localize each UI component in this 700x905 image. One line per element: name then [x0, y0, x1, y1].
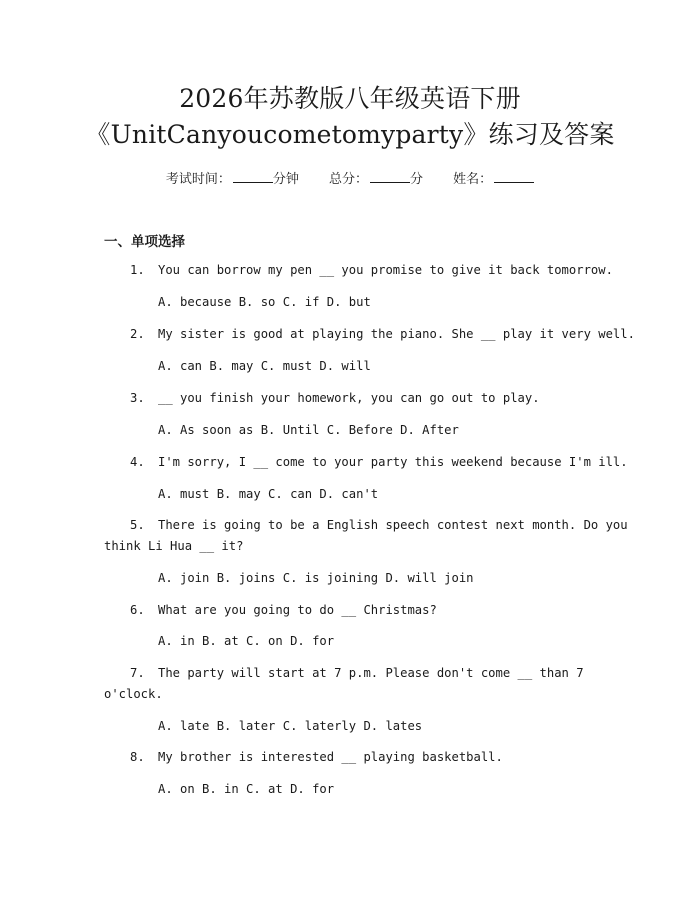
question-8-options: A. on B. in C. at D. for	[158, 782, 335, 796]
total-score-unit: 分	[410, 172, 424, 187]
question-number: 2.	[130, 327, 145, 341]
question-5-options: A. join B. joins C. is joining D. will join	[158, 571, 474, 585]
question-number: 4.	[130, 455, 145, 469]
question-2-options: A. can B. may C. must D. will	[158, 359, 371, 373]
question-1	[130, 262, 613, 278]
question-6-options: A. in B. at C. on D. for	[158, 634, 335, 648]
exam-meta-line	[0, 168, 700, 187]
total-score-label: 总分：	[328, 172, 368, 187]
question-8	[130, 749, 503, 765]
question-text: You can borrow my pen __ you promise to give it back tomorrow.	[158, 263, 613, 277]
question-text: What are you going to do __ Christmas?	[158, 603, 437, 617]
question-text: I'm sorry, I __ come to your party this weekend because I'm ill.	[158, 455, 628, 469]
question-text: There is going to be a English speech contest next month. Do you	[158, 518, 628, 532]
exam-time-label: 考试时间：	[165, 172, 231, 187]
exam-time-blank	[233, 170, 273, 183]
document-title-line1: 2026年苏教版八年级英语下册	[179, 84, 521, 113]
question-number: 8.	[130, 750, 145, 764]
question-number: 6.	[130, 603, 145, 617]
total-score-field	[329, 172, 427, 187]
question-text: __ you finish your homework, you can go out to play.	[158, 391, 540, 405]
question-7-options: A. late B. later C. laterly D. lates	[158, 719, 423, 733]
question-3	[130, 390, 540, 406]
question-7-continuation: o'clock.	[104, 687, 163, 701]
question-number: 7.	[130, 666, 145, 680]
student-name-field	[453, 172, 534, 187]
question-7	[130, 665, 584, 681]
student-name-blank	[494, 170, 534, 183]
question-5-continuation: think Li Hua __ it?	[104, 539, 244, 553]
question-5	[130, 517, 628, 533]
section-heading: 一、单项选择	[104, 234, 185, 250]
question-6	[130, 602, 437, 618]
question-text: My brother is interested __ playing basketball.	[158, 750, 503, 764]
question-4-options: A. must B. may C. can D. can't	[158, 487, 379, 501]
question-number: 1.	[130, 263, 145, 277]
question-number: 3.	[130, 391, 145, 405]
question-number: 5.	[130, 518, 145, 532]
question-text: My sister is good at playing the piano. She __ play it very well.	[158, 327, 635, 341]
total-score-blank	[370, 170, 410, 183]
document-title-line2: 《UnitCanyoucometomyparty》练习及答案	[85, 120, 615, 149]
question-2	[130, 326, 635, 342]
question-1-options: A. because B. so C. if D. but	[158, 295, 371, 309]
exam-time-unit: 分钟	[272, 172, 299, 187]
question-4	[130, 454, 628, 470]
question-text: The party will start at 7 p.m. Please don't come __ than 7	[158, 666, 584, 680]
question-3-options: A. As soon as B. Until C. Before D. After	[158, 423, 459, 437]
exam-time-field	[166, 172, 303, 187]
student-name-label: 姓名：	[453, 172, 493, 187]
